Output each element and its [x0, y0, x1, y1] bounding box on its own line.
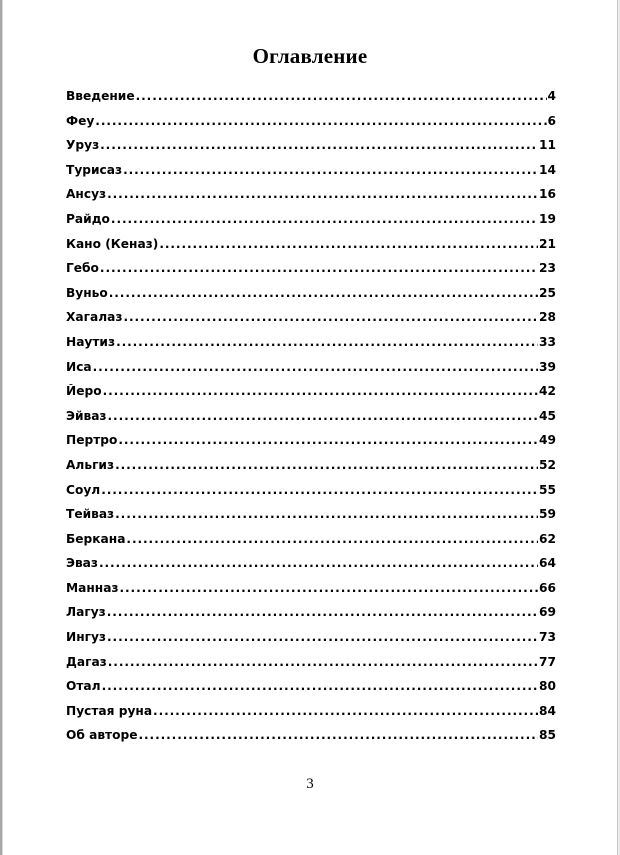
toc-entry[interactable]: [66, 655, 556, 680]
table-of-contents: [66, 89, 556, 753]
toc-entry-page: 84: [539, 703, 556, 718]
toc-entry-label: Отал: [66, 679, 101, 694]
toc-entry-label: Соул: [66, 482, 101, 497]
toc-entry[interactable]: [66, 458, 556, 483]
toc-entry-label: Эйваз: [66, 408, 107, 423]
toc-dot-leader: [153, 704, 538, 718]
toc-entry[interactable]: [66, 704, 556, 729]
toc-entry-page: 25: [539, 285, 556, 300]
toc-entry-page: 16: [539, 187, 556, 202]
toc-entry-label: Йеро: [66, 384, 102, 399]
toc-entry[interactable]: [66, 212, 556, 237]
toc-dot-leader: [100, 138, 538, 152]
toc-entry-label: Пертро: [66, 433, 118, 448]
toc-entry[interactable]: [66, 138, 556, 163]
toc-entry-label: Райдо: [66, 211, 110, 226]
toc-entry[interactable]: [66, 532, 556, 557]
page-left-edge-shadow: [2, 0, 3, 855]
toc-entry[interactable]: [66, 630, 556, 655]
toc-dot-leader: [159, 237, 538, 251]
toc-entry-label: Ингуз: [66, 630, 107, 645]
toc-entry-page: 62: [539, 531, 556, 546]
toc-entry[interactable]: [66, 433, 556, 458]
toc-dot-leader: [136, 89, 547, 103]
page-number: 3: [306, 776, 314, 792]
toc-entry-page: 66: [539, 580, 556, 595]
toc-entry-label: Феу: [66, 113, 95, 128]
toc-entry-page: 85: [539, 728, 556, 743]
toc-dot-leader: [109, 286, 538, 300]
toc-entry-page: 21: [539, 236, 556, 251]
toc-entry[interactable]: [66, 483, 556, 508]
toc-entry-page: 28: [539, 310, 556, 325]
toc-entry[interactable]: [66, 335, 556, 360]
toc-entry-label: Об авторе: [66, 728, 138, 743]
toc-entry-label: Беркана: [66, 531, 126, 546]
toc-dot-leader: [99, 556, 538, 570]
toc-entry[interactable]: [66, 556, 556, 581]
toc-dot-leader: [108, 655, 538, 669]
toc-entry-label: Вуньо: [66, 285, 108, 300]
toc-entry[interactable]: [66, 409, 556, 434]
toc-entry-page: 45: [539, 408, 556, 423]
toc-entry[interactable]: [66, 261, 556, 286]
toc-entry-label: Эваз: [66, 556, 98, 571]
toc-entry-label: Гебо: [66, 261, 99, 276]
toc-entry-page: 52: [539, 457, 556, 472]
toc-entry-label: Наутиз: [66, 334, 116, 349]
toc-entry[interactable]: [66, 581, 556, 606]
toc-entry[interactable]: [66, 384, 556, 409]
toc-entry-label: Введение: [66, 89, 135, 103]
toc-entry-label: Лагуз: [66, 605, 106, 620]
toc-dot-leader: [93, 360, 538, 374]
toc-dot-leader: [116, 335, 538, 349]
toc-dot-leader: [123, 310, 538, 324]
toc-dot-leader: [107, 630, 538, 644]
toc-dot-leader: [107, 187, 538, 201]
toc-entry-page: 11: [539, 138, 556, 153]
toc-entry-page: 39: [539, 359, 556, 374]
toc-entry-label: Пустая руна: [66, 703, 153, 718]
toc-entry-label: Тейваз: [66, 507, 115, 522]
toc-entry[interactable]: [66, 679, 556, 704]
toc-dot-leader: [126, 532, 538, 546]
toc-entry-page: 6: [547, 113, 556, 128]
toc-entry-page: 42: [539, 384, 556, 399]
toc-entry-label: Уруз: [66, 138, 100, 153]
toc-entry[interactable]: [66, 89, 556, 114]
toc-entry-page: 14: [539, 162, 556, 177]
toc-entry-page: 49: [539, 433, 556, 448]
toc-dot-leader: [108, 409, 539, 423]
toc-entry[interactable]: [66, 360, 556, 385]
toc-entry[interactable]: [66, 163, 556, 188]
toc-dot-leader: [102, 679, 538, 693]
toc-dot-leader: [118, 433, 538, 447]
toc-entry-label: Альгиз: [66, 457, 115, 472]
toc-entry[interactable]: [66, 310, 556, 335]
toc-dot-leader: [123, 163, 538, 177]
toc-dot-leader: [107, 605, 538, 619]
toc-dot-leader: [138, 728, 538, 742]
toc-entry[interactable]: [66, 237, 556, 262]
toc-dot-leader: [115, 507, 538, 521]
toc-entry-label: Хагалаз: [66, 310, 123, 325]
toc-dot-leader: [111, 212, 538, 226]
toc-entry-label: Иса: [66, 359, 92, 374]
toc-entry-page: 33: [539, 334, 556, 349]
toc-entry-label: Дагаз: [66, 654, 107, 669]
toc-dot-leader: [100, 261, 538, 275]
toc-dot-leader: [101, 483, 538, 497]
toc-entry-page: 69: [539, 605, 556, 620]
toc-dot-leader: [103, 384, 538, 398]
toc-entry-label: Манназ: [66, 580, 119, 595]
toc-title: Оглавление: [252, 44, 368, 68]
toc-entry-page: 59: [539, 507, 556, 522]
toc-entry-label: Кано (Кеназ): [66, 236, 159, 251]
toc-entry-page: 80: [539, 679, 556, 694]
toc-entry-page: 77: [539, 654, 556, 669]
toc-entry-page: 4: [547, 89, 556, 103]
toc-entry[interactable]: [66, 728, 556, 753]
toc-dot-leader: [120, 581, 539, 595]
toc-entry-label: Турисаз: [66, 162, 123, 177]
toc-entry-page: 55: [539, 482, 556, 497]
toc-entry[interactable]: [66, 187, 556, 212]
toc-entry[interactable]: [66, 507, 556, 532]
toc-dot-leader: [95, 114, 546, 128]
toc-dot-leader: [115, 458, 538, 472]
toc-entry[interactable]: [66, 114, 556, 139]
toc-entry-page: 23: [539, 261, 556, 276]
toc-entry-label: Ансуз: [66, 187, 107, 202]
toc-entry[interactable]: [66, 286, 556, 311]
toc-entry[interactable]: [66, 605, 556, 630]
toc-entry-page: 19: [539, 211, 556, 226]
toc-entry-page: 73: [539, 630, 556, 645]
toc-entry-page: 64: [539, 556, 556, 571]
